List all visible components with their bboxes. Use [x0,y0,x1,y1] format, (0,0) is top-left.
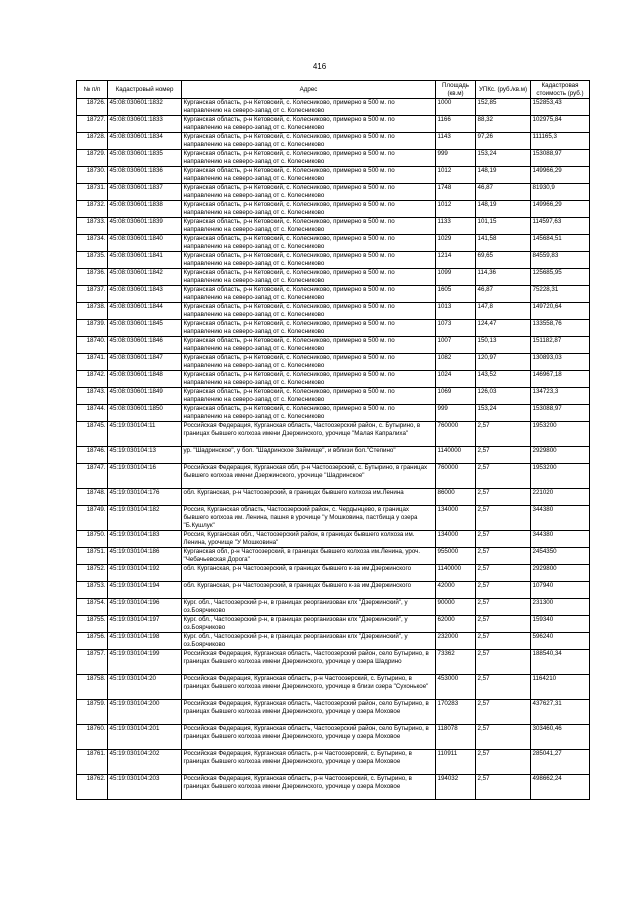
cell-upks: 2,57 [476,700,531,725]
cell-upks: 2,57 [476,633,531,650]
cell-address: Курганская обл, р-н Частоозерский, в границах бывшего колхоза им.Ленина, уроч. "Чебачьевская Дорога" [182,548,436,565]
table-row [77,633,590,650]
table-row [77,506,590,531]
cell-address: Курганская область, р-н Кетовский, с. Колесниково, примерно в 500 м. по направлению на северо-запад от с. Колесниково [182,184,436,201]
cell-upks: 2,57 [476,675,531,700]
cell-area: 86000 [436,489,476,506]
table-row [77,150,590,167]
cell-cost: 1953200 [531,464,590,489]
cell-area: 1140000 [436,565,476,582]
cell-area: 62000 [436,616,476,633]
cell-upks: 2,57 [476,750,531,775]
cell-area: 73362 [436,650,476,675]
col-header-address: Адрес [182,81,436,99]
cell-upks: 97,26 [476,133,531,150]
cell-number: 18741. [77,354,108,371]
cell-upks: 69,65 [476,252,531,269]
cell-cost: 84559,83 [531,252,590,269]
cell-address: Курганская область, р-н Кетовский, с. Колесниково, примерно в 500 м. по направлению на северо-запад от с. Колесниково [182,252,436,269]
cell-address: Российская Федерация, Курганская область, р-н Частоозерский, с. Бутырино, в границах бывшего колхоза имени Дзержинского, урочище в близи озера "Сухонькое" [182,675,436,700]
cell-area: 1140000 [436,447,476,464]
cell-cadastral-number: 45:08:030601:1834 [108,133,182,150]
cell-upks: 141,58 [476,235,531,252]
cell-cost: 149966,29 [531,167,590,184]
cell-number: 18750. [77,531,108,548]
cell-upks: 114,36 [476,269,531,286]
cell-upks: 148,19 [476,167,531,184]
cell-cadastral-number: 45:19:030104:13 [108,447,182,464]
cell-area: 1214 [436,252,476,269]
cell-area: 760000 [436,464,476,489]
cell-cost: 134723,3 [531,388,590,405]
cell-cost: 1164210 [531,675,590,700]
cell-cost: 2929800 [531,447,590,464]
table-row [77,388,590,405]
cell-cost: 75228,31 [531,286,590,303]
table-row [77,337,590,354]
cell-area: 110911 [436,750,476,775]
cell-upks: 152,85 [476,99,531,116]
cell-address: Кург. обл., Частоозерский р-н, в границах реорганизован клх "Дзержинский", у оз.Боярчиково [182,633,436,650]
cell-address: Курганская область, р-н Кетовский, с. Колесниково, примерно в 500 м. по направлению на северо-запад от с. Колесниково [182,320,436,337]
cell-cost: 151182,87 [531,337,590,354]
cell-address: обл. Курганская, р-н Частоозерский, в границах бывшего колхоза им.Ленина [182,489,436,506]
table-row [77,303,590,320]
col-header-number: № п/п [77,81,108,99]
cell-cadastral-number: 45:19:030104:198 [108,633,182,650]
cell-address: Кург. обл., Частоозерский р-н, в границах реорганизован клх "Дзержинский", у оз.Боярчиково [182,599,436,616]
col-header-area: Площадь (кв.м) [436,81,476,99]
cell-cadastral-number: 45:19:030104:199 [108,650,182,675]
cell-address: Курганская область, р-н Кетовский, с. Колесниково, примерно в 500 м. по направлению на северо-запад от с. Колесниково [182,201,436,218]
cell-number: 18746. [77,447,108,464]
table-row [77,616,590,633]
table-row [77,775,590,800]
cell-number: 18728. [77,133,108,150]
cell-upks: 153,24 [476,150,531,167]
cell-upks: 147,8 [476,303,531,320]
cell-cadastral-number: 45:08:030601:1832 [108,99,182,116]
cell-cadastral-number: 45:08:030601:1837 [108,184,182,201]
cell-cost: 130893,03 [531,354,590,371]
cell-upks: 150,13 [476,337,531,354]
cell-cadastral-number: 45:08:030601:1844 [108,303,182,320]
cell-address: Российская Федерация, Курганская область, Частоозерский район, село Бутырино, в границах бывшего колхоза имени Дзержинского, урочище у озера Шадрино [182,650,436,675]
cell-cadastral-number: 45:19:030104:16 [108,464,182,489]
cell-number: 18739. [77,320,108,337]
cell-upks: 2,57 [476,422,531,447]
cell-upks: 2,57 [476,725,531,750]
cell-upks: 2,57 [476,447,531,464]
col-header-cadastral: Кадастровый номер [108,81,182,99]
cell-cadastral-number: 45:19:030104:197 [108,616,182,633]
cell-area: 232000 [436,633,476,650]
cell-number: 18748. [77,489,108,506]
cell-cadastral-number: 45:19:030104:20 [108,675,182,700]
cell-address: Курганская область, р-н Кетовский, с. Колесниково, примерно в 500 м. по направлению на северо-запад от с. Колесниково [182,405,436,422]
cell-upks: 2,57 [476,775,531,800]
cell-upks: 143,52 [476,371,531,388]
table-row [77,650,590,675]
cell-cadastral-number: 45:08:030601:1847 [108,354,182,371]
cell-area: 170283 [436,700,476,725]
cell-cadastral-number: 45:19:030104:202 [108,750,182,775]
cell-upks: 2,57 [476,582,531,599]
table-row [77,235,590,252]
table-row [77,750,590,775]
cell-number: 18731. [77,184,108,201]
cell-number: 18759. [77,700,108,725]
table-row [77,422,590,447]
cell-upks: 2,57 [476,548,531,565]
cell-area: 1143 [436,133,476,150]
cell-area: 453000 [436,675,476,700]
cell-number: 18757. [77,650,108,675]
cell-cost: 231300 [531,599,590,616]
cell-cadastral-number: 45:08:030601:1843 [108,286,182,303]
cell-upks: 120,97 [476,354,531,371]
table-row [77,269,590,286]
cell-address: обл. Курганская, р-н Частоозерский, в границах бывшего к-за им.Дзержинского [182,565,436,582]
cell-number: 18743. [77,388,108,405]
cell-cost: 125685,95 [531,269,590,286]
cell-cadastral-number: 45:08:030601:1840 [108,235,182,252]
cell-area: 1012 [436,201,476,218]
cell-address: Курганская область, р-н Кетовский, с. Колесниково, примерно в 500 м. по направлению на северо-запад от с. Колесниково [182,235,436,252]
col-header-upks: УПКс. (руб./кв.м) [476,81,531,99]
cell-area: 90000 [436,599,476,616]
cell-cadastral-number: 45:08:030601:1845 [108,320,182,337]
cell-number: 18735. [77,252,108,269]
cell-cadastral-number: 45:19:030104:192 [108,565,182,582]
cell-address: Российская Федерация, Курганская область, Частоозерский район, село Бутырино, в границах бывшего колхоза имени Дзержинского, урочище у озера Моховое [182,725,436,750]
cell-cost: 596240 [531,633,590,650]
cell-number: 18736. [77,269,108,286]
cell-upks: 2,57 [476,464,531,489]
cell-address: Курганская область, р-н Кетовский, с. Колесниково, примерно в 500 м. по направлению на северо-запад от с. Колесниково [182,303,436,320]
cell-cadastral-number: 45:19:030104:11 [108,422,182,447]
cell-area: 1099 [436,269,476,286]
cell-area: 194032 [436,775,476,800]
cell-cost: 133558,76 [531,320,590,337]
cell-cost: 221020 [531,489,590,506]
cell-area: 760000 [436,422,476,447]
cell-number: 18737. [77,286,108,303]
cell-address: Российская Федерация, Курганская область, р-н Частоозерский, с. Бутырино, в границах бывшего колхоза имени Дзержинского, урочище у озера Моховое [182,750,436,775]
cell-area: 1748 [436,184,476,201]
cell-address: Российская Федерация, Курганская область, Частоозерский район, село Бутырино, в границах бывшего колхоза имени Дзержинского, урочище у озера Моховое [182,700,436,725]
cell-address: Россия, Курганская обл., Частоозерский район, в границах бывшего колхоза им. Ленина, урочище "У Мошковина" [182,531,436,548]
cell-number: 18754. [77,599,108,616]
cell-upks: 126,03 [476,388,531,405]
cell-address: Российская Федерация, Курганская область, р-н Частоозерский, с. Бутырино, в границах бывшего колхоза имени Дзержинского, урочище у озера Моховое [182,775,436,800]
cell-area: 1082 [436,354,476,371]
cell-cost: 2454350 [531,548,590,565]
cell-number: 18751. [77,548,108,565]
cell-cost: 437627,31 [531,700,590,725]
cell-address: Курганская область, р-н Кетовский, с. Колесниково, примерно в 500 м. по направлению на северо-запад от с. Колесниково [182,337,436,354]
cell-number: 18752. [77,565,108,582]
cell-upks: 124,47 [476,320,531,337]
cell-area: 1073 [436,320,476,337]
cell-address: обл. Курганская, р-н Частоозерский, в границах бывшего к-за им.Дзержинского [182,582,436,599]
cell-cost: 498662,24 [531,775,590,800]
cell-area: 1605 [436,286,476,303]
cell-number: 18733. [77,218,108,235]
cell-cadastral-number: 45:08:030601:1842 [108,269,182,286]
cell-cost: 145684,51 [531,235,590,252]
table-row [77,167,590,184]
cell-upks: 88,32 [476,116,531,133]
cell-number: 18755. [77,616,108,633]
table-row [77,565,590,582]
cell-cadastral-number: 45:19:030104:186 [108,548,182,565]
cell-address: Курганская область, р-н Кетовский, с. Колесниково, примерно в 500 м. по направлению на северо-запад от с. Колесниково [182,218,436,235]
cell-address: Курганская область, р-н Кетовский, с. Колесниково, примерно в 500 м. по направлению на северо-запад от с. Колесниково [182,388,436,405]
cell-cost: 153088,97 [531,405,590,422]
cell-area: 1012 [436,167,476,184]
cell-upks: 101,15 [476,218,531,235]
cell-area: 1029 [436,235,476,252]
cell-cost: 152853,43 [531,99,590,116]
cell-cost: 114597,63 [531,218,590,235]
table-body [77,99,590,800]
cell-area: 1013 [436,303,476,320]
cell-number: 18749. [77,506,108,531]
cell-upks: 2,57 [476,489,531,506]
cell-address: Россия, Курганская область, Частоозерский район, с. Чердынцево, в границах бывшего колхоза им. Ленина, пашня в урочище "у Мошковина, пастбища у озера "Б.Кушлук" [182,506,436,531]
table-row [77,531,590,548]
cell-number: 18730. [77,167,108,184]
cell-cadastral-number: 45:08:030601:1841 [108,252,182,269]
cell-cost: 2929800 [531,565,590,582]
cell-cost: 344380 [531,506,590,531]
cell-address: ур. "Шадринское", у бол. "Шадринское Займище", и вблизи бол."Степино" [182,447,436,464]
cell-area: 134000 [436,506,476,531]
table-row [77,675,590,700]
cell-area: 1069 [436,388,476,405]
table-row [77,599,590,616]
cell-area: 42000 [436,582,476,599]
cell-cadastral-number: 45:19:030104:194 [108,582,182,599]
cell-number: 18734. [77,235,108,252]
col-header-cost: Кадастровая стоимость (руб.) [531,81,590,99]
table-row [77,320,590,337]
cell-address: Курганская область, р-н Кетовский, с. Колесниково, примерно в 500 м. по направлению на северо-запад от с. Колесниково [182,371,436,388]
cell-address: Российская Федерация, Курганская обл, р-н Частоозерский, с. Бутырино, в границах бывшего колхоза имени Дзержинского, урочище "Шадринское" [182,464,436,489]
table-header-row [77,81,590,99]
cell-address: Курганская область, р-н Кетовский, с. Колесниково, примерно в 500 м. по направлению на северо-запад от с. Колесниково [182,354,436,371]
cell-cost: 1953200 [531,422,590,447]
table-row [77,286,590,303]
cell-cadastral-number: 45:19:030104:182 [108,506,182,531]
table-row [77,201,590,218]
table-row [77,447,590,464]
cell-address: Курганская область, р-н Кетовский, с. Колесниково, примерно в 500 м. по направлению на северо-запад от с. Колесниково [182,286,436,303]
cell-number: 18738. [77,303,108,320]
cell-number: 18758. [77,675,108,700]
table-row [77,371,590,388]
cell-area: 1024 [436,371,476,388]
cell-cadastral-number: 45:19:030104:183 [108,531,182,548]
cell-address: Российская Федерация, Курганская область, Частоозерский район, с. Бутырино, в границах бывшего колхоза имени Дзержинского, урочище "Малая Капралиха" [182,422,436,447]
cell-cadastral-number: 45:08:030601:1846 [108,337,182,354]
table-row [77,133,590,150]
cell-cost: 81930,9 [531,184,590,201]
cell-cadastral-number: 45:19:030104:203 [108,775,182,800]
cell-number: 18753. [77,582,108,599]
table-row [77,725,590,750]
cell-number: 18742. [77,371,108,388]
cell-area: 1007 [436,337,476,354]
cell-address: Курганская область, р-н Кетовский, с. Колесниково, примерно в 500 м. по направлению на северо-запад от с. Колесниково [182,99,436,116]
cell-number: 18726. [77,99,108,116]
cell-area: 134000 [436,531,476,548]
cell-number: 18745. [77,422,108,447]
cell-address: Курганская область, р-н Кетовский, с. Колесниково, примерно в 500 м. по направлению на северо-запад от с. Колесниково [182,269,436,286]
cell-address: Курганская область, р-н Кетовский, с. Колесниково, примерно в 500 м. по направлению на северо-запад от с. Колесниково [182,167,436,184]
page-number: 416 [312,62,327,71]
cell-address: Курганская область, р-н Кетовский, с. Колесниково, примерно в 500 м. по направлению на северо-запад от с. Колесниково [182,133,436,150]
cell-upks: 2,57 [476,531,531,548]
cell-cadastral-number: 45:19:030104:201 [108,725,182,750]
cell-cadastral-number: 45:08:030601:1836 [108,167,182,184]
table-row [77,354,590,371]
cell-area: 999 [436,405,476,422]
cell-cost: 102975,84 [531,116,590,133]
cell-number: 18747. [77,464,108,489]
table-row [77,116,590,133]
cell-cost: 146967,18 [531,371,590,388]
cell-address: Кург. обл., Частоозерский р-н, в границах реорганизован клх "Дзержинский", у оз.Боярчиково [182,616,436,633]
cell-area: 1000 [436,99,476,116]
cell-area: 999 [436,150,476,167]
cell-cost: 153088,97 [531,150,590,167]
cell-cadastral-number: 45:08:030601:1833 [108,116,182,133]
cell-number: 18729. [77,150,108,167]
table-row [77,252,590,269]
cell-area: 1166 [436,116,476,133]
cell-cost: 107940 [531,582,590,599]
cell-number: 18732. [77,201,108,218]
cell-upks: 46,87 [476,184,531,201]
cell-number: 18761. [77,750,108,775]
cell-upks: 2,57 [476,506,531,531]
table-row [77,464,590,489]
cell-cadastral-number: 45:19:030104:196 [108,599,182,616]
cell-cost: 344380 [531,531,590,548]
table-row [77,582,590,599]
cadastral-table [76,80,590,800]
cell-cost: 188540,34 [531,650,590,675]
cell-upks: 2,57 [476,650,531,675]
cell-cost: 149720,64 [531,303,590,320]
cell-area: 118078 [436,725,476,750]
cell-address: Курганская область, р-н Кетовский, с. Колесниково, примерно в 500 м. по направлению на северо-запад от с. Колесниково [182,116,436,133]
table-row [77,489,590,506]
cell-area: 1133 [436,218,476,235]
table-row [77,405,590,422]
table-row [77,700,590,725]
cell-upks: 2,57 [476,616,531,633]
cell-cadastral-number: 45:08:030601:1835 [108,150,182,167]
cell-upks: 2,57 [476,565,531,582]
cell-number: 18744. [77,405,108,422]
table-row [77,184,590,201]
cell-number: 18756. [77,633,108,650]
cell-cost: 285041,27 [531,750,590,775]
cell-cadastral-number: 45:08:030601:1839 [108,218,182,235]
cell-cost: 159340 [531,616,590,633]
cell-cadastral-number: 45:08:030601:1850 [108,405,182,422]
cell-number: 18760. [77,725,108,750]
cell-cadastral-number: 45:08:030601:1849 [108,388,182,405]
cell-cadastral-number: 45:08:030601:1838 [108,201,182,218]
cell-number: 18762. [77,775,108,800]
table-row [77,99,590,116]
cell-number: 18727. [77,116,108,133]
cell-area: 955000 [436,548,476,565]
cell-address: Курганская область, р-н Кетовский, с. Колесниково, примерно в 500 м. по направлению на северо-запад от с. Колесниково [182,150,436,167]
cell-number: 18740. [77,337,108,354]
cell-upks: 46,87 [476,286,531,303]
cell-upks: 153,24 [476,405,531,422]
cell-cadastral-number: 45:19:030104:176 [108,489,182,506]
table-row [77,548,590,565]
cell-cost: 303460,46 [531,725,590,750]
cell-cadastral-number: 45:19:030104:200 [108,700,182,725]
cell-upks: 2,57 [476,599,531,616]
table-row [77,218,590,235]
cell-upks: 148,19 [476,201,531,218]
cell-cadastral-number: 45:08:030601:1848 [108,371,182,388]
cell-cost: 111165,3 [531,133,590,150]
cell-cost: 149966,29 [531,201,590,218]
